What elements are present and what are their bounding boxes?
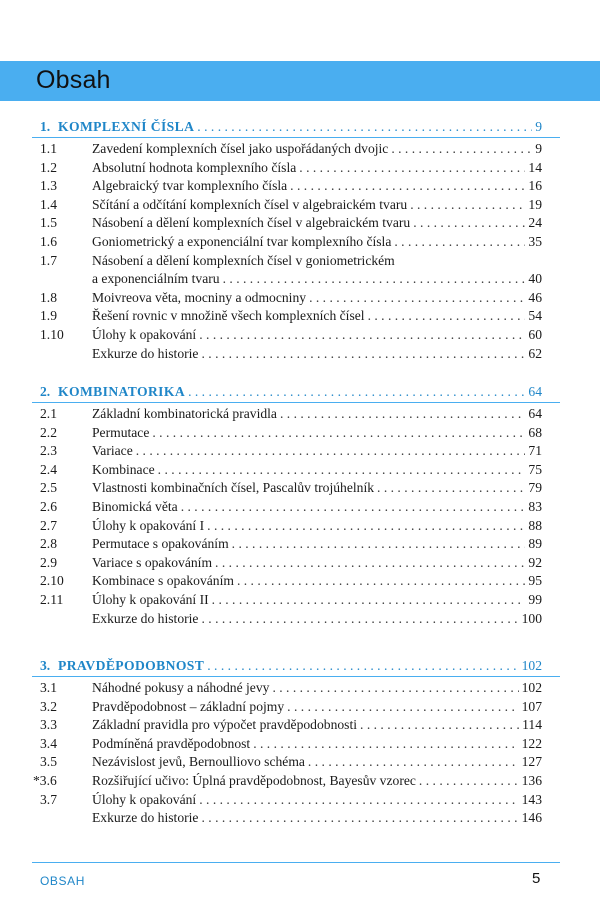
entry-title: Variace <box>92 443 133 459</box>
entry-body <box>92 716 542 733</box>
leader-dots <box>215 554 525 571</box>
entry-number: 2.9 <box>40 554 57 570</box>
entry-number: 2.1 <box>40 406 57 421</box>
entry-number: *3.6 <box>33 773 57 788</box>
entry-page: 60 <box>528 327 542 342</box>
leader-dots <box>237 572 525 589</box>
entry-body <box>92 498 542 515</box>
leader-dots <box>253 735 518 752</box>
entry-title: Permutace <box>92 424 150 440</box>
entry-title: Úlohy k opakování <box>92 791 197 807</box>
leader-dots <box>394 233 525 250</box>
entry-page: 136 <box>521 773 542 788</box>
entry-title: Goniometrický a exponenciální tvar komplexního čísla <box>92 234 392 249</box>
chapter-title: PRAVDĚPODOBNOST <box>58 658 205 673</box>
entry-body <box>92 326 542 343</box>
entry-page: 19 <box>528 196 542 212</box>
entry-body <box>92 698 542 715</box>
entry-title: Úlohy k opakování II <box>92 592 209 607</box>
entry-body <box>92 679 542 696</box>
leader-dots <box>212 591 526 608</box>
entry-page: 40 <box>528 271 542 287</box>
entry-title: Binomická věta <box>92 499 178 514</box>
entry-title: Rozšiřující učivo: Úplná pravděpodobnost, Bayesův vzorec <box>92 773 416 788</box>
entry-body <box>92 591 542 608</box>
entry-title: Kombinace <box>92 461 155 477</box>
entry-title: Násobení a dělení komplexních čísel v algebraickém tvaru <box>92 215 411 231</box>
entry-page: 24 <box>528 215 542 231</box>
entry-title: Variace s opakováním <box>92 554 213 570</box>
entry-page: 146 <box>521 810 542 826</box>
entry-number: 2.11 <box>40 592 64 607</box>
leader-dots <box>280 405 525 422</box>
entry-title: Exkurze do historie <box>92 345 199 361</box>
entry-page: 143 <box>521 791 542 807</box>
chapter-body <box>58 657 542 674</box>
entry-number: 1.6 <box>40 234 57 249</box>
page-title: Obsah <box>36 66 111 94</box>
entry-body <box>92 196 542 213</box>
entry-title: Exkurze do historie <box>92 610 199 626</box>
leader-dots <box>197 118 532 135</box>
chapter-number: 2. <box>40 384 51 399</box>
entry-title: Kombinace s opakováním <box>92 573 234 589</box>
entry-page: 75 <box>528 461 542 477</box>
entry-number: 2.3 <box>40 443 57 459</box>
entry-body <box>92 214 542 231</box>
leader-dots <box>308 753 519 770</box>
leader-dots <box>377 479 525 496</box>
entry-title: Úlohy k opakování I <box>92 517 205 533</box>
leader-dots <box>287 698 518 715</box>
entry-page: 9 <box>535 141 542 156</box>
entry-title: Základní pravidla pro výpočet pravděpodobnosti <box>92 717 358 733</box>
leader-dots <box>201 809 518 826</box>
entry-page: 95 <box>528 573 542 589</box>
leader-dots <box>419 772 519 789</box>
entry-page: 62 <box>528 345 542 361</box>
entry-number: 1.4 <box>40 196 57 212</box>
entry-body <box>92 610 542 627</box>
entry-page: 64 <box>528 406 542 421</box>
entry-number: 1.1 <box>40 141 57 156</box>
entry-number: 2.7 <box>40 517 57 533</box>
entry-number: 3.3 <box>40 717 57 733</box>
entry-page: 46 <box>528 289 542 305</box>
leader-dots <box>199 791 518 808</box>
entry-number: 2.4 <box>40 461 57 477</box>
leader-dots <box>199 326 525 343</box>
entry-number: 2.2 <box>40 424 57 440</box>
chapter-divider <box>32 402 560 403</box>
entry-page: 71 <box>528 443 542 459</box>
entry-page: 114 <box>522 717 542 733</box>
chapter-body <box>58 118 542 135</box>
leader-dots <box>152 424 525 441</box>
entry-number: 1.3 <box>40 178 57 194</box>
entry-body <box>92 479 542 496</box>
leader-dots <box>201 345 525 362</box>
leader-dots <box>290 177 525 194</box>
leader-dots <box>299 159 525 176</box>
leader-dots <box>309 289 525 306</box>
entry-page: 99 <box>528 592 542 607</box>
footer-label: OBSAH <box>40 874 86 888</box>
chapter-title: KOMBINATORIKA <box>58 384 186 399</box>
entry-page: 127 <box>521 754 542 770</box>
entry-page: 88 <box>528 517 542 533</box>
entry-body <box>92 252 542 269</box>
entry-body <box>92 159 542 176</box>
entry-number: 1.2 <box>40 159 57 175</box>
entry-body <box>92 233 542 250</box>
entry-page: 89 <box>528 536 542 552</box>
entry-number: 2.8 <box>40 536 57 552</box>
entry-title: a exponenciálním tvaru <box>92 271 220 287</box>
leader-dots <box>360 716 519 733</box>
leader-dots <box>413 214 525 231</box>
entry-body <box>92 572 542 589</box>
entry-page: 35 <box>528 234 542 249</box>
entry-body <box>92 772 542 789</box>
entry-title: Řešení rovnic v množině všech komplexních čísel <box>92 308 365 324</box>
entry-page: 107 <box>521 698 542 714</box>
entry-number: 3.7 <box>40 791 57 807</box>
entry-body <box>92 735 542 752</box>
entry-body <box>92 270 542 287</box>
entry-page: 102 <box>521 680 542 695</box>
entry-title: Zavedení komplexních čísel jako uspořádaných dvojic <box>92 141 389 156</box>
entry-number: 3.1 <box>40 680 57 695</box>
leader-dots <box>223 270 526 287</box>
entry-body <box>92 177 542 194</box>
entry-title: Sčítání a odčítání komplexních čísel v algebraickém tvaru <box>92 196 408 212</box>
leader-dots <box>232 535 526 552</box>
entry-body <box>92 345 542 362</box>
chapter-title: KOMPLEXNÍ ČÍSLA <box>58 119 195 134</box>
entry-title: Podmíněná pravděpodobnost <box>92 735 251 751</box>
entry-page: 100 <box>521 610 542 626</box>
chapter-number: 1. <box>40 119 51 134</box>
entry-body <box>92 461 542 478</box>
entry-number: 2.6 <box>40 499 57 514</box>
entry-number: 1.5 <box>40 215 57 231</box>
entry-page: 92 <box>528 554 542 570</box>
entry-body <box>92 289 542 306</box>
entry-title: Permutace s opakováním <box>92 536 229 552</box>
entry-title: Nezávislost jevů, Bernoulliovo schéma <box>92 754 305 770</box>
leader-dots <box>410 196 525 213</box>
entry-title: Vlastnosti kombinačních čísel, Pascalův trojúhelník <box>92 480 375 496</box>
leader-dots <box>158 461 526 478</box>
entry-page: 83 <box>528 499 542 514</box>
entry-page: 54 <box>528 308 542 324</box>
chapter-number: 3. <box>40 658 51 673</box>
entry-number: 3.4 <box>40 735 57 751</box>
leader-dots <box>368 307 526 324</box>
entry-number: 2.10 <box>40 573 64 589</box>
leader-dots <box>201 610 518 627</box>
entry-body <box>92 517 542 534</box>
entry-page: 68 <box>528 424 542 440</box>
entry-body <box>92 140 542 157</box>
entry-body <box>92 405 542 422</box>
chapter-divider <box>32 137 560 138</box>
entry-number: 1.10 <box>40 327 64 342</box>
entry-title: Náhodné pokusy a náhodné jevy <box>92 680 270 695</box>
entry-body <box>92 535 542 552</box>
entry-page: 122 <box>521 735 542 751</box>
chapter-page: 102 <box>521 658 542 673</box>
leader-dots <box>188 383 525 400</box>
entry-body <box>92 307 542 324</box>
entry-number: 1.8 <box>40 289 57 305</box>
entry-page: 14 <box>528 159 542 175</box>
entry-body <box>92 791 542 808</box>
entry-title: Úlohy k opakování <box>92 327 197 342</box>
entry-body <box>92 554 542 571</box>
entry-number: 1.9 <box>40 308 57 324</box>
entry-title: Násobení a dělení komplexních čísel v goniometrickém <box>92 252 395 268</box>
leader-dots <box>207 657 518 674</box>
entry-page: 79 <box>528 480 542 496</box>
entry-body <box>92 424 542 441</box>
entry-number: 1.7 <box>40 252 57 268</box>
chapter-page: 64 <box>528 384 542 399</box>
chapter-body <box>58 383 542 400</box>
entry-title: Základní kombinatorická pravidla <box>92 406 277 421</box>
entry-title: Pravděpodobnost – základní pojmy <box>92 698 285 714</box>
page-number: 5 <box>532 870 541 887</box>
entry-body <box>92 753 542 770</box>
leader-dots <box>207 517 525 534</box>
chapter-divider <box>32 676 560 677</box>
entry-title: Exkurze do historie <box>92 810 199 826</box>
entry-number: 3.5 <box>40 754 57 770</box>
leader-dots <box>181 498 526 515</box>
leader-dots <box>272 679 518 696</box>
chapter-page: 9 <box>535 119 542 134</box>
entry-body <box>92 809 542 826</box>
leader-dots <box>136 442 526 459</box>
leader-dots <box>391 140 532 157</box>
entry-title: Algebraický tvar komplexního čísla <box>92 178 288 194</box>
entry-title: Absolutní hodnota komplexního čísla <box>92 159 297 175</box>
entry-number: 2.5 <box>40 480 57 496</box>
entry-page: 16 <box>528 178 542 194</box>
entry-title: Moivreova věta, mocniny a odmocniny <box>92 289 307 305</box>
entry-body <box>92 442 542 459</box>
footer-divider <box>32 862 560 863</box>
entry-number: 3.2 <box>40 698 57 714</box>
